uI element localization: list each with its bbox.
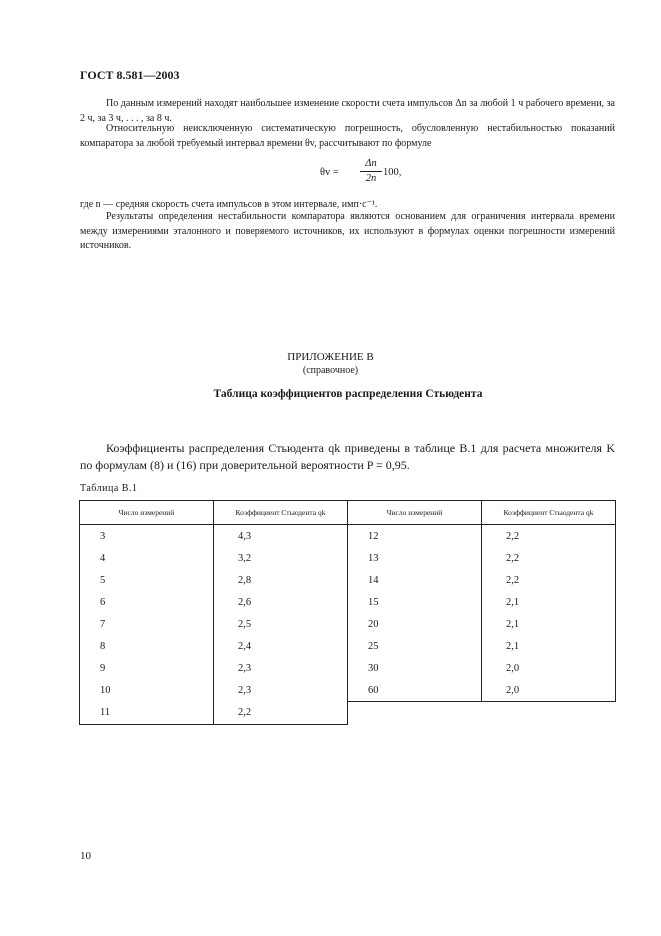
formula-denominator: 2n <box>365 173 377 184</box>
cell-coefficient: 2,2 <box>482 547 616 569</box>
cell-coefficient: 2,2 <box>214 702 348 725</box>
cell-coefficient: 2,0 <box>482 657 616 679</box>
cell-count: 20 <box>348 613 482 635</box>
table-row <box>80 657 616 679</box>
cell-count: 3 <box>80 525 214 548</box>
cell-count: 5 <box>80 569 214 591</box>
fraction-bar <box>360 171 382 172</box>
cell-coefficient: 2,5 <box>214 613 348 635</box>
paragraph-where-n: где n — средняя скорость счета импульсов в этом интервале, имп·с⁻¹. <box>80 199 378 210</box>
cell-count: 6 <box>80 591 214 613</box>
table-row <box>80 569 616 591</box>
empty-cell <box>348 702 482 725</box>
table-row <box>80 591 616 613</box>
cell-coefficient: 2,8 <box>214 569 348 591</box>
cell-coefficient: 2,2 <box>482 569 616 591</box>
paragraph-measurement: По данным измерений находят наибольшее изменение скорости счета импульсов Δn за любой 1 ч рабочего времени, за 2 ч, за 3 ч, . . . , за 8 ч. <box>80 98 615 124</box>
header-coefficient-2: Коэффициент Стьюдента qk <box>482 501 616 525</box>
student-coefficient-table <box>79 500 616 725</box>
cell-coefficient: 2,1 <box>482 635 616 657</box>
table-row <box>80 525 616 548</box>
page-number: 10 <box>80 850 91 862</box>
paragraph-results: Результаты определения нестабильности компаратора являются основанием для ограничения интервала времени между измерениями эталонного и поверяемого источников, их используют в формулах оценки погрешности измерений источников. <box>80 211 615 251</box>
cell-count: 15 <box>348 591 482 613</box>
table-row <box>80 547 616 569</box>
cell-count: 13 <box>348 547 482 569</box>
header-measurements-2: Число измерений <box>348 501 482 525</box>
cell-coefficient: 3,2 <box>214 547 348 569</box>
document-header: ГОСТ 8.581—2003 <box>80 68 180 82</box>
cell-coefficient: 2,0 <box>482 679 616 702</box>
formula-theta <box>320 158 520 194</box>
cell-coefficient: 2,6 <box>214 591 348 613</box>
header-measurements-1: Число измерений <box>80 501 214 525</box>
cell-count: 30 <box>348 657 482 679</box>
paragraph-student-coefficients: Коэффициенты распределения Стьюдента qk приведены в таблице В.1 для расчета множителя K по формулам (8) и (16) при доверительной вероятности P = 0,95. <box>80 441 615 472</box>
appendix-title: ПРИЛОЖЕНИЕ В <box>287 351 374 363</box>
cell-coefficient: 4,3 <box>214 525 348 548</box>
table-row <box>80 679 616 702</box>
section-title: Таблица коэффициентов распределения Стьюдента <box>213 388 483 400</box>
cell-count: 10 <box>80 679 214 702</box>
cell-count: 60 <box>348 679 482 702</box>
cell-count: 25 <box>348 635 482 657</box>
cell-coefficient: 2,1 <box>482 613 616 635</box>
formula-fraction <box>360 158 382 185</box>
cell-count: 8 <box>80 635 214 657</box>
table-caption: Таблица В.1 <box>80 483 138 494</box>
paragraph-systematic-error: Относительную неисключенную систематическую погрешность, обусловленную нестабильностью показаний компаратора за любой требуемый интервал времени θv, рассчитывают по формуле <box>80 123 615 149</box>
header-coefficient-1: Коэффициент Стьюдента qk <box>214 501 348 525</box>
cell-coefficient: 2,1 <box>482 591 616 613</box>
cell-coefficient: 2,2 <box>482 525 616 548</box>
cell-coefficient: 2,3 <box>214 679 348 702</box>
table-header-row <box>80 501 616 525</box>
empty-cell <box>482 702 616 725</box>
formula-lhs: θv = <box>320 167 339 178</box>
cell-count: 7 <box>80 613 214 635</box>
formula-rhs: 100, <box>383 167 402 178</box>
appendix-subtitle: (справочное) <box>302 365 359 376</box>
cell-count: 9 <box>80 657 214 679</box>
cell-count: 12 <box>348 525 482 548</box>
table-row <box>80 635 616 657</box>
cell-count: 4 <box>80 547 214 569</box>
table-row <box>80 613 616 635</box>
table-row <box>80 702 616 725</box>
cell-count: 11 <box>80 702 214 725</box>
cell-coefficient: 2,4 <box>214 635 348 657</box>
cell-coefficient: 2,3 <box>214 657 348 679</box>
cell-count: 14 <box>348 569 482 591</box>
formula-numerator: Δn <box>365 158 377 169</box>
